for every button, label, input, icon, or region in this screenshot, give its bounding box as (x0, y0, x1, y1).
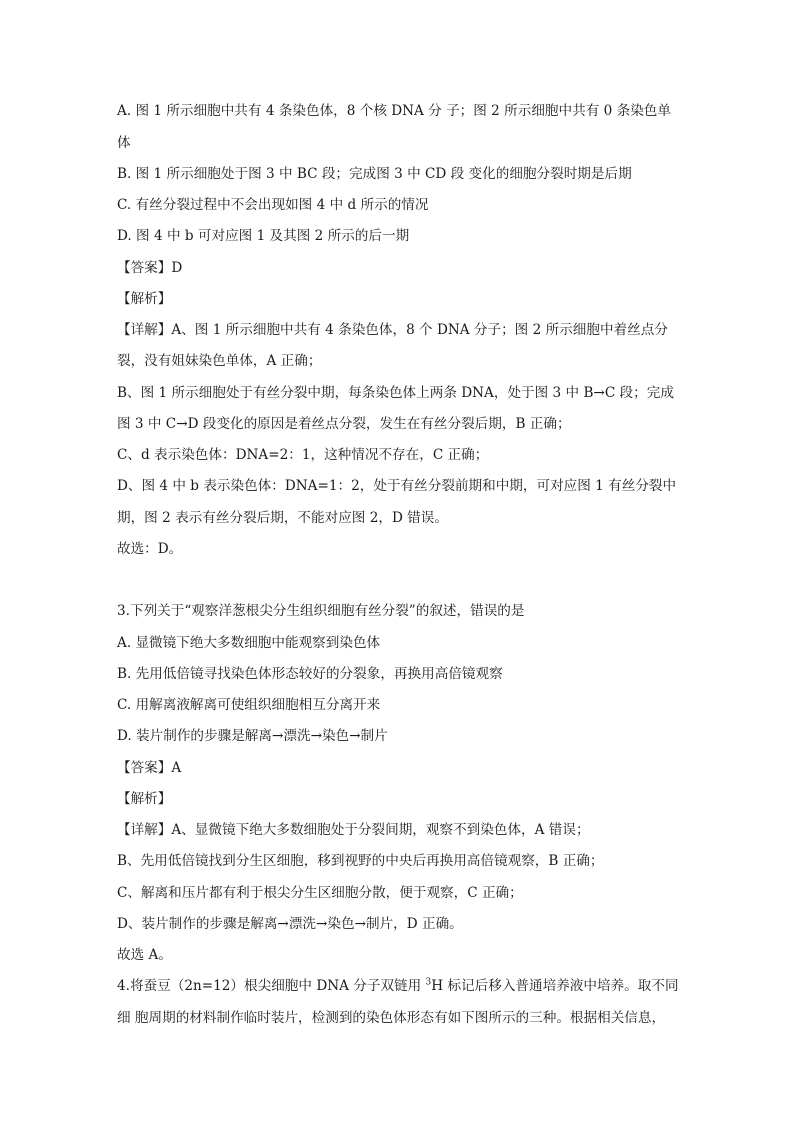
q2-detail-line2: 裂，没有姐妹染色单体，A 正确； (117, 353, 322, 369)
q2-detail-line7: 期，图 2 表示有丝分裂后期，不能对应图 2，D 错误。 (117, 510, 448, 526)
q2-option-d: D. 图 4 中 b 可对应图 1 及其图 2 所示的后一期 (117, 228, 410, 244)
q3-detail-line1: 【详解】A、显微镜下绝大多数细胞处于分裂间期，观察不到染色体，A 错误； (117, 822, 590, 838)
q3-option-a: A. 显微镜下绝大多数细胞中能观察到染色体 (117, 635, 381, 651)
q2-answer: 【答案】D (117, 260, 183, 276)
q4-stem-line2: 细 胞周期的材料制作临时装片，检测到的染色体形态有如下图所示的三种。根据相关信息， (117, 1010, 666, 1026)
q4-stem-superscript: 3 (425, 977, 432, 988)
q2-option-c: C. 有丝分裂过程中不会出现如图 4 中 d 所示的情况 (117, 197, 429, 213)
q3-option-c: C. 用解离液解离可使组织细胞相互分离开来 (117, 697, 381, 713)
q2-detail-line4: 图 3 中 C→D 段变化的原因是着丝点分裂，发生在有丝分裂后期，B 正确； (117, 416, 571, 432)
q3-detail-line4: D、装片制作的步骤是解离→漂洗→染色→制片，D 正确。 (117, 916, 463, 932)
q3-analysis-heading: 【解析】 (117, 791, 172, 807)
q3-detail-line2: B、先用低倍镜找到分生区细胞，移到视野的中央后再换用高倍镜观察，B 正确； (117, 853, 604, 869)
q2-option-b: B. 图 1 所示细胞处于图 3 中 BC 段；完成图 3 中 CD 段 变化的细胞分裂时期是后期 (117, 166, 632, 182)
q3-option-d: D. 装片制作的步骤是解离→漂洗→染色→制片 (117, 728, 388, 744)
q2-detail-line3: B、图 1 所示细胞处于有丝分裂中期，每条染色体上两条 DNA，处于图 3 中 B→C 段；完成 (117, 385, 674, 401)
q4-stem-part2: H 标记后移入普通培养液中培养。取不同 (431, 978, 679, 994)
q3-conclusion: 故选 A。 (117, 947, 172, 963)
q2-analysis-heading: 【解析】 (117, 291, 172, 307)
q4-stem-line1 (117, 976, 682, 996)
q4-stem-part1: 4.将蚕豆（2n=12）根尖细胞中 DNA 分子双链用 (117, 978, 426, 994)
q3-option-b: B. 先用低倍镜寻找染色体形态较好的分裂象，再换用高倍镜观察 (117, 666, 503, 682)
q2-conclusion: 故选：D。 (117, 541, 183, 557)
q3-answer: 【答案】A (117, 760, 182, 776)
q3-detail-line3: C、解离和压片都有利于根尖分生区细胞分散，便于观察，C 正确； (117, 885, 523, 901)
q2-detail-line1: 【详解】A、图 1 所示细胞中共有 4 条染色体，8 个 DNA 分子；图 2 所示细胞中着丝点分 (117, 322, 668, 338)
q2-option-a-line1: A. 图 1 所示细胞中共有 4 条染色体，8 个核 DNA 分 子；图 2 所示细胞中共有 0 条染色单 (117, 103, 671, 119)
q2-detail-line6: D、图 4 中 b 表示染色体：DNA=1：2，处于有丝分裂前期和中期，可对应图 1 有丝分裂中 (117, 478, 677, 494)
q2-detail-line5: C、d 表示染色体：DNA=2：1，这种情况不存在，C 正确； (117, 447, 489, 463)
q2-option-a-line2: 体 (117, 135, 131, 151)
q3-stem: 3.下列关于“观察洋葱根尖分生组织细胞有丝分裂”的叙述，错误的是 (117, 603, 525, 619)
